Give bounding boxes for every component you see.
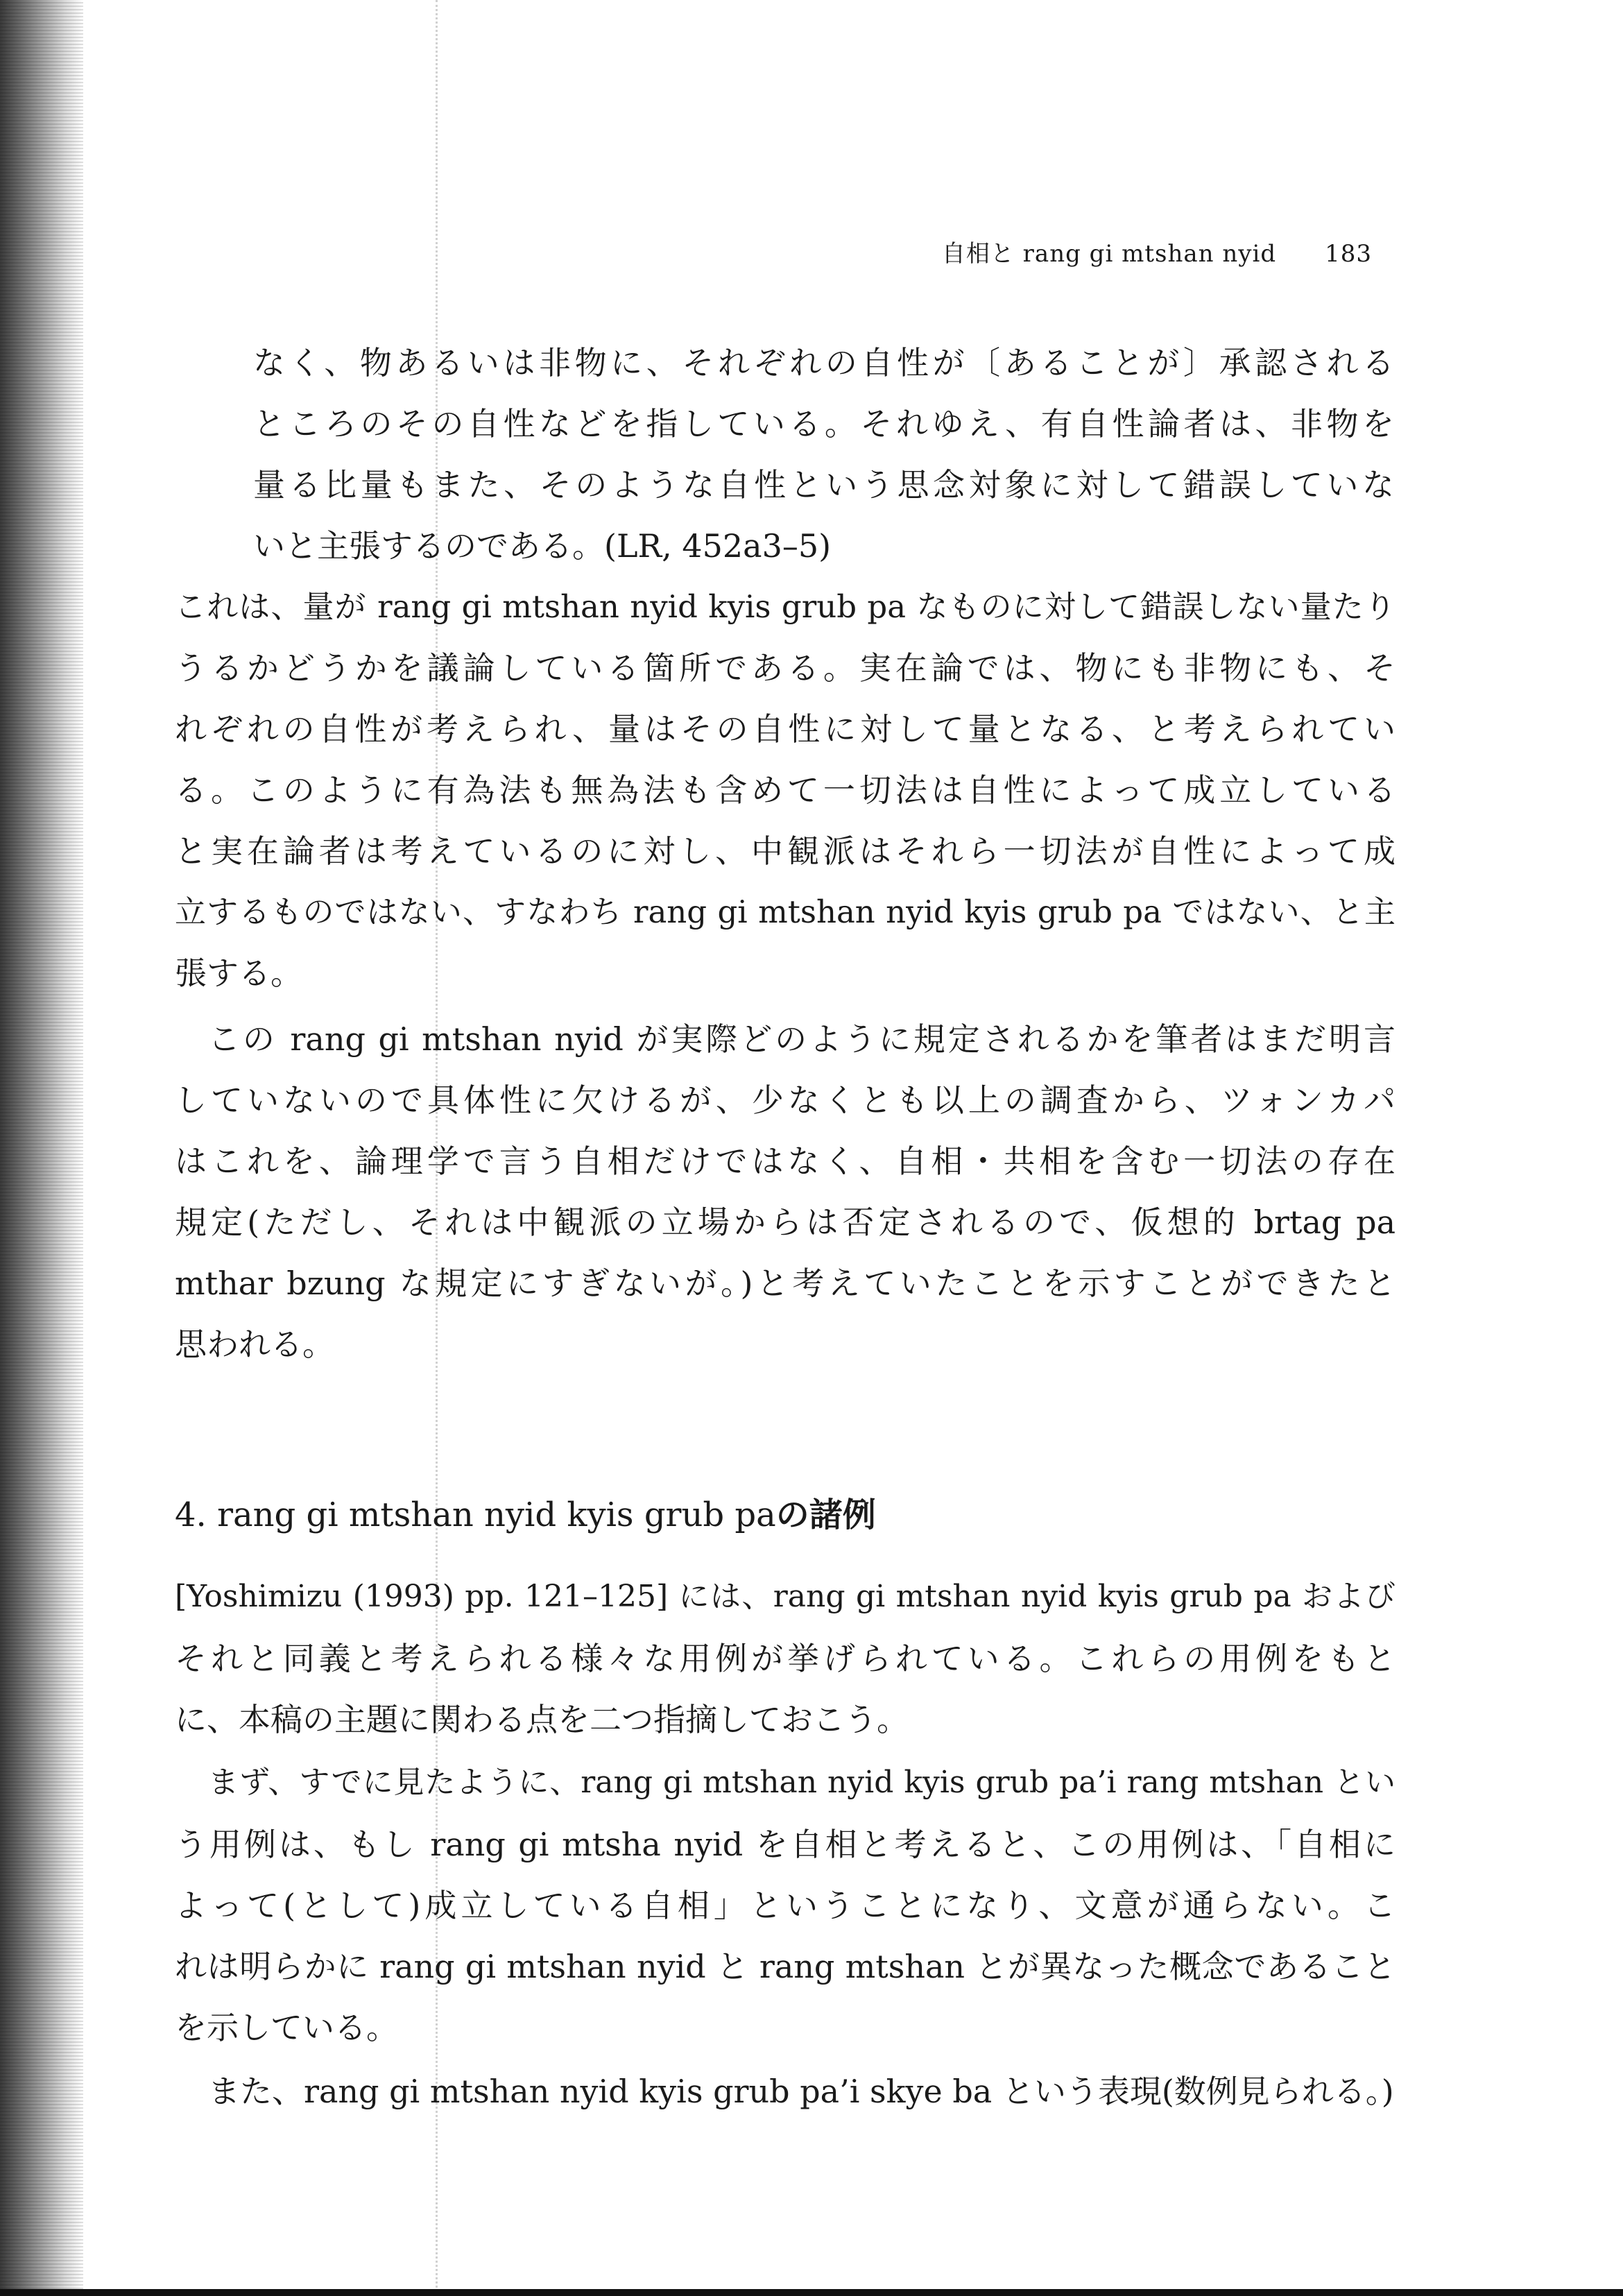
section-title-japanese: の諸例 <box>775 1496 876 1534</box>
paragraph4-line-1: まず、すでに見たように、rang gi mtshan nyid kyis grub pa’i rang mtshan とい <box>208 1765 1396 1800</box>
scan-bottom-edge <box>0 2289 1623 2296</box>
paragraph1-line-4: る。このように有為法も無為法も含めて一切法は自性によって成立している <box>175 771 1396 809</box>
quote-line-4: いと主張するのである。(LR, 452a3–5) <box>253 527 832 565</box>
scan-gutter-shadow <box>0 0 83 2296</box>
paragraph1-line-1: これは、量が rang gi mtshan nyid kyis grub pa なものに対して錯誤しない量たり <box>175 588 1396 625</box>
paragraph2-line-4: 規定(ただし、それは中観派の立場からは否定されるので、仮想的 brtag pa <box>175 1203 1396 1241</box>
quote-line-1: なく、物あるいは非物に、それぞれの自性が〔あることが〕承認される <box>253 344 1394 382</box>
running-title: 自相と rang gi mtshan nyid <box>941 240 1277 268</box>
paragraph3-line-2: それと同義と考えられる様々な用例が挙げられている。これらの用例をもと <box>175 1640 1396 1677</box>
paragraph2-line-3: はこれを、論理学で言う自相だけではなく、自相・共相を含む一切法の存在 <box>175 1142 1396 1180</box>
quote-line-2: ところのその自性などを指している。それゆえ、有自性論者は、非物を <box>253 405 1394 443</box>
paragraph3-line-1: [Yoshimizu (1993) pp. 121–125] には、rang gi mtshan nyid kyis grub pa および <box>175 1579 1396 1614</box>
section-heading <box>175 1488 876 1536</box>
paragraph1-line-2: うるかどうかを議論している箇所である。実在論では、物にも非物にも、そ <box>175 649 1396 687</box>
paragraph3-line-3: に、本稿の主題に関わる点を二つ指摘しておこう。 <box>175 1701 909 1738</box>
paragraph2-line-2: していないので具体性に欠けるが、少なくとも以上の調査から、ツォンカパ <box>175 1081 1396 1119</box>
section-title-latin: rang gi mtshan nyid kyis grub pa <box>217 1496 776 1534</box>
page-number: 183 <box>1325 240 1372 268</box>
paragraph4-line-5: を示している。 <box>175 2009 398 2046</box>
section-number: 4. <box>175 1496 207 1534</box>
paragraph2-line-5: mthar bzung な規定にすぎないが。)と考えていたことを示すことができたと <box>175 1265 1396 1302</box>
paragraph5-line-1: また、rang gi mtshan nyid kyis grub pa’i skye ba という表現(数例見られる。) <box>208 2073 1394 2110</box>
paragraph4-line-3: よって(として)成立している自相」ということになり、文意が通らない。こ <box>175 1887 1396 1924</box>
paragraph4-line-2: う用例は、もし rang gi mtsha nyid を自相と考えると、この用例は、「自相に <box>175 1826 1396 1863</box>
running-header <box>942 234 1372 268</box>
paragraph4-line-4: れは明らかに rang gi mtshan nyid と rang mtshan とが異なった概念であること <box>175 1948 1396 1985</box>
paragraph2-line-1: この rang gi mtshan nyid が実際どのように規定されるかを筆者はまだ明言 <box>208 1020 1396 1058</box>
paragraph1-line-7: 張する。 <box>175 954 302 992</box>
paragraph1-line-3: れぞれの自性が考えられ、量はその自性に対して量となる、と考えられてい <box>175 710 1396 748</box>
paragraph1-line-6: 立するものではない、すなわち rang gi mtshan nyid kyis grub pa ではない、と主 <box>175 893 1396 930</box>
paragraph2-line-6: 思われる。 <box>175 1326 334 1363</box>
paragraph1-line-5: と実在論者は考えているのに対し、中観派はそれら一切法が自性によって成 <box>175 832 1396 870</box>
quote-line-3: 量る比量もまた、そのような自性という思念対象に対して錯誤していな <box>253 466 1394 504</box>
